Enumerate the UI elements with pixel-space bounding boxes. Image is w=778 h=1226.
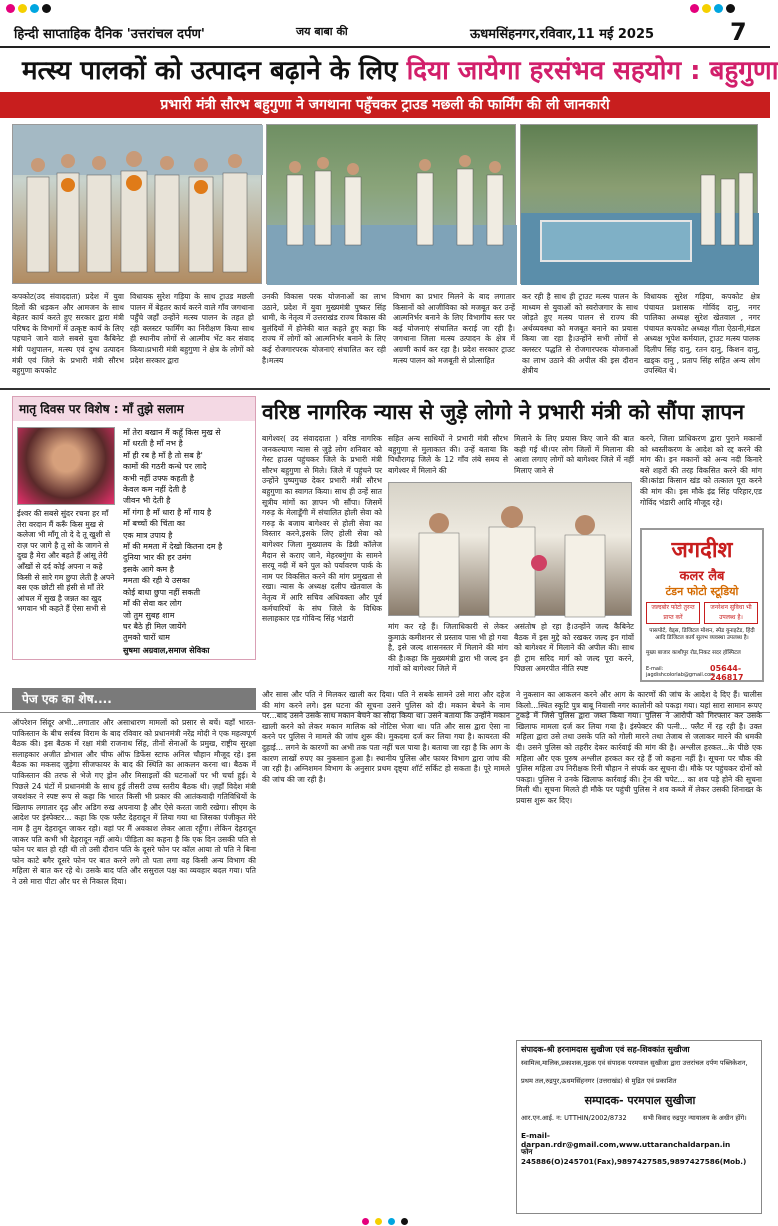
poem-line: एक मात्र उपाय है <box>123 530 173 540</box>
poem-line: जो तुम सुबह शाम <box>123 610 175 620</box>
lead-photo-1 <box>12 124 262 284</box>
lead-headline: मत्स्य पालकों को उत्पादन बढ़ाने के लिए दिया जायेगा हरसंभव सहयोग : बहुगुणा <box>22 56 778 86</box>
lead-col-6: विधायक सुरेश गड़िया, कपकोट क्षेत्र पंचायत प्रशासक गोविंद दानु, नगर पालिका अध्यक्ष सुरेश खेतवाल , नगर पंचायत कपकोट अध्यक्ष गीता ऐठानी,मंडल अध्यक्ष भूपेश कर्मयाल, ट्राउट मत्स्य पालक दिलीप सिंह दानु, रतन दानु, किशन दानु, खड्क दानु , प्रताप सिंह सहित अन्य लोग उपस्थित थे। <box>644 292 760 376</box>
nyas-headline: वरिष्ठ नागरिक न्यास से जुड़े लोगो ने प्रभारी मंत्री को सौंपा ज्ञापन <box>262 400 745 424</box>
masthead <box>0 18 770 48</box>
poem-line: माँ की सेवा कर लोग <box>123 599 182 609</box>
nyas-col-3: मिलाने के लिए प्रयास किए जाने की बात कही गई थी।पर लोग जिलों में मिलाना की आशा लगाए लोगों को बागेश्वर जिले में नहीं मिलाए जाने से <box>514 434 634 475</box>
author-photo <box>17 427 115 505</box>
lead-col-1: कपकोट(उद संवाददाता) प्रदेश में युवा दिलों की धड़कन और आमजन के साथ बेहतर कार्य करते हुए सरकार द्वारा मंत्री परिषद के विभागों में उत्कृष्ट कार्य के लिए पहचाने जाने वाले सबसे युवा कैबिनेट मंत्री पशुपालन, मत्स्य एवं दुग्ध उत्पादन मंत्री एवं जिले के प्रभारी मंत्री सौरभ बहुगुणा कपकोट <box>12 292 124 376</box>
lead-col-3: उनकी विकास परक योजनाओं का लाभ उठाने, प्रदेश में युवा मुख्यमंत्री पुष्कर सिंह धामी, के नेतृत्व में उत्तराखंड राज्य विकास की बुलंदियों में होनेकी बात कहते हुए कहा कि राज्य में लोगों को आत्मनिर्भर बनाने के लिए कई रोजगारपरक योजनाएं संचालित कर रही है।मत्स्य <box>262 292 386 365</box>
poem-line: घर बैठे ही मिल जायेंगे <box>123 621 187 631</box>
page-number: 7 <box>730 18 747 46</box>
nyas-col-2: सहित अन्य साथियों ने प्रभारी मंत्री सौरभ बहुगुणा से मुलाकात की। उन्हें बताया कि पिथौरागढ़ जिले के 12 गाँव लंबे समय से बागेश्वर में मिलाने की <box>388 434 508 475</box>
imprint-notice: सभी विवाद रुद्रपुर न्यायालय के अधीन होंगे। <box>643 1114 747 1122</box>
mothers-day-title: मातृ दिवस पर विशेष : माँ तुझे सलाम <box>13 397 255 421</box>
advert-email: E-mail: jagdishcolorlab@gmail.com <box>646 666 716 678</box>
poem-line: कभी नहीं उफ्फ कहती है <box>123 473 195 483</box>
poem-line: इसके आगे कम है <box>123 564 174 574</box>
masthead-left: हिन्दी साप्ताहिक दैनिक 'उत्तरांचल दर्पण' <box>14 27 205 42</box>
lead-col-5: कर रही है साथ ही ट्राउट मत्स्य पालन के माध्यम से युवाओं को स्वरोजगार के साथ जोड़ते हुए मत्स्य पालन से राज्य की अर्थव्यवस्था को मजबूत बनाने का प्रयास किया जा रहा है।उन्होंने सभी लोगों से क्लस्टर पद्धति से रोजगारपरक योजनाओं का लाभ उठाने की अपील की इस दौरान क्षेत्रीय <box>522 292 638 376</box>
page-one-col-3: ने नुकसान का आकलन करने और आग के कारणों की जांच के आदेश दे दिए हैं। चालीस किलो...स्थित स्कूटि पुत्र बाबू निवासी नगर कालोनी को पकड़ा गया। यहां सारा सामान रूपए टुकड़े में जिसे पुलिस द्वारा जब्त किया गया। पुलिस ने आरोपी को गिरफ्तार कर उसके खिलाफ मामला दर्ज कर लिया गया है। इंस्पेक्टर की पत्नी... फ्लैट में रह रही है। उक्त महिला द्वारा उसे तथा उसके पति को गोली मारने तथा तेजाब से जलाकर मारने की धमकी दी। उसने पुलिस को तहरीर देकर कार्रवाई की मांग की है। अश्लील हरकत...के पीछे एक महिला और एक पुरुष अश्लील हरकत कर रहे हैं जो कहना नहीं है। सूचना पर चौक की पुलिस महिला उप निरीक्षक रिनी चौहान ने संपर्क कर सूचना दी। मौके पर पहुंचकर दोनों को पकड़ा। पुलिस ने उनके खिलाफ कार्रवाई की। ट्रेन की चपेट... का शव पड़े होने की सूचना मिली थी। सूचना मिलते ही मौके पर पहुंची पुलिस ने शव कब्जे में लेकर उसकी शिनाख्त के प्रयास शुरू कर दिए। <box>516 690 762 805</box>
poem-line: दुनिया भार की हर उमंग <box>123 553 192 563</box>
poem-line: माँ बच्चों की चिंता का <box>123 519 185 529</box>
imprint-email: E-mail-darpan.rdr@gmail.com,www.uttaranchaldarpan.in <box>521 1131 731 1149</box>
nyas-lower-left: मांग कर रहे हैं। जिलाधिकारी से लेकर कुमाऊं कमीशनर से प्रस्ताव पास भी हो गया है, इसे जल्द शासनस्तर में मिलाने की मांग की है।कहा कि मुख्यमंत्री द्वारा भी जल्द इन गांवों को बागेश्वर जिले में <box>388 622 508 674</box>
advert-name: जगदीश <box>671 538 733 563</box>
masthead-right: ऊधमसिंहनगर,रविवार,11 मई 2025 <box>470 27 655 42</box>
imprint-editors: संपादक-श्री हरनामदास सुखीजा एवं सह-शिवकांत सुखीजा <box>521 1045 690 1054</box>
imprint-line-2: प्रथम तल,रुद्रपुर,ऊधमसिंहनगर (उत्तराखंड) से मुद्रित एवं प्रकाशित <box>521 1077 677 1085</box>
page-one-title: पेज एक का शेष.... <box>12 688 256 710</box>
poem-line: माँ की ममता में देखो कितना दम है <box>123 542 223 552</box>
poem-line: माँ गंगा है माँ धारा है माँ गाय है <box>123 507 212 517</box>
lead-photo-3 <box>520 124 758 284</box>
nyas-col-4: करने, जिला प्राधिकरण द्वारा पुराने मकानों को ध्वस्तीकरण के आदेश को रद्द करने की मांग की। इन मकानों को अन्य नदी किनारे बसे शहरों की तरह विकसित करने की मांग की।कांडा किसान खंड को तत्काल पूरा करने की मांग की। इस मौके इंद्र सिंह परिहार,एड गोविंद भंडारी आदि मौजूद रहे। <box>640 434 762 507</box>
poem-line: कोई बाधा छुपा नहीं सकती <box>123 587 201 597</box>
jagdish-advert <box>640 528 764 682</box>
imprint-line-1: स्वामित्व,मालिक,प्रकाशक,मुद्रक एवं संपादक परमपाल सुखीजा द्वारा उत्तरांचल दर्पण पब्लिकेशन, <box>521 1059 748 1067</box>
lead-subheadline: प्रभारी मंत्री सौरभ बहुगुणा ने जगथाना पहुँचकर ट्राउड मछली की फार्मिंग की ली जानकारी <box>0 92 770 118</box>
imprint-editor: सम्पादक- परमपाल सुखीजा <box>584 1094 696 1107</box>
lead-col-2: विधायक सुरेश गड़िया के साथ ट्राउड मछली पालन में बेहतर कार्य करने वाले गाँव जगथाना पहुँचे जहाँ उन्होंने मत्स्य पालन के तहत हो रही क्लस्टर फार्मिंग का निरीक्षण किया साथ ही स्थानीय लोगों से आत्मीय भेंट कर संवाद किया।प्रभारी मंत्री बहुगुणा ने क्षेत्र के लोगों को प्रदेश सरकार द्वारा <box>130 292 254 365</box>
advert-chip-1: जल्दबोर फोटो तुरन्त प्राप्त करें <box>646 602 700 624</box>
imprint-box <box>516 1040 762 1214</box>
imprint-regno: आर.एन.आई. न: UTTHIN/2002/8732 <box>521 1114 627 1122</box>
poem-line: माँ ही रब है माँ है तो सब है' <box>123 450 203 460</box>
poem-line: केवल कम नहीं देती है <box>123 485 187 495</box>
advert-subtitle: टंडन फोटो स्टूडियो <box>665 585 739 598</box>
page-one-col-1: ऑपरेशन सिंदूर अभी...लगातार और असाधारण मामलों को प्रसार से बचें। यहाँ भारत-पाकिस्तान के बीच सर्वस्व विराम के बाद रविवार को प्रधानमंत्री नरेंद्र मोदी ने एक महत्वपूर्ण बैठक की। इस बैठक में रक्षा मंत्री राजनाथ सिंह, तीनों सेनाओं के प्रमुख, राष्ट्रीय सुरक्षा सलाहकार अजीत डोभाल और चीफ ऑफ डिफेंस स्टाफ अनिल चौहान मौजूद रहे। इस बैठक का मकसद जुड़ेगा सीजफायर के बाद की स्थिति का आकलन करना था। बैठक में पाकिस्तान की तरफ से भेजे गए ड्रोन और मिसाइलों की घटनाओं पर भी चर्चा हुई। ये पिछले 24 घंटों में प्रधानमंत्री के साथ हुई तीसरी उच्च स्तरीय बैठक थी। ज़हाँ विदेश मंत्री जयशंकर ने स्पष्ट रूप से कहा कि भारत किसी भी प्रकार की आतंकवादी गतिविधियों के खिलाफ लगातार दृढ़ और अडिग रुख अपनाया है और ऐसे करता जारी रखेगा। सीएम के आदेश पर इंस्पेक्टर... कहा कि एक फ्लैट देहरादून में लिया गया था जिसका पंजीकृत मेरे नाम है तुम देहरादून जाकर रहो। वहां पर मैं अवकाश लेकर आता रहूँगा। लेकिन देहरादून जाकर पति कभी भी देहरादून नहीं आये। पीड़िता का कहना है कि एक दिन उसकी पति से फोन पर बात हो रही थी तो उसी दौरान पति के दूसरे फोन पर कॉल आया तो पति ने बिना फोन काटे बगैर दूसरे फोन पर बात करने लगे तो पता लगा वह किसी अन्य विभाग की महिला से बात कर रहे थे। उसके बाद पति और ससुराल पक्ष का व्यवहार बदल गया। पति ने उसे मारा पीटा और घर से निकाल दिया। <box>12 718 256 886</box>
divider <box>0 388 770 390</box>
header-dots-right <box>690 4 735 13</box>
poem-line: तुमको चारों धाम <box>123 633 170 643</box>
mothers-day-left-text: ईश्वर की सबसे सुंदर रचना हर माँ तेरा वरदान मैं करूँ किस मुख से कलेजा भी माँगू तो दे दे तू खुशी से राज़ पर जागे है तू सो के जागने से दुख है मेरा और बहते हैं आंसू तेरी आँखों से दर्द कोई अपना न कहे किसी से सारे गम छुपा लेती है अपने बस एक छोटी सी हंसी से माँ तेरे आंचल में सुख है जन्नत का खुद भगवान भी कहते हैं ऐसा सभी से <box>17 509 115 614</box>
poem-line: कामों की गठरी कन्धे पर लादे <box>123 462 207 472</box>
page-one-col-2: और सास और पति ने मिलकर खाली कर दिया। पति ने सबके सामने उसे मारा और दहेज की मांग करने लगे। इस घटना की सूचना उसने पुलिस को दी। मकान बेचने के नाम पर...बाद उसने उसके साथ मकान बेचने का सौदा किया था। उसने बताया कि उन्होंने मकान खाली करने को लेकर मकान मालिक को नोटिस भेजा था। पति और सास द्वारा ऐसा ना करने पर पुलिस ने मामले की जांच शुरू की। मुकदमा दर्ज कर लिया गया है। कायरता की दुहाई... लगने के कारणों का अभी तक पता नहीं चल पाया है। बताया जा रहा है कि आग के कारण लाखों रुपए का नुकसान हुआ है। स्थानीय पुलिस और फायर विभाग द्वारा जांच की जा रही है। अग्निशमन विभाग के अनुसार प्रथम दृष्ट्या शॉर्ट सर्किट हो सकता है। पूरे मामले की जांच की जा रही है। <box>262 690 510 784</box>
lead-photo-2 <box>266 124 516 284</box>
nyas-col-1: बागेश्वर( उद संवाददाता ) वरिष्ठ नागरिक जनकल्याण न्यास से जुड़े लोग शनिवार को गेस्ट हाउस पहुंचकर जिले के प्रभारी मंत्री सौरभ बहुगुणा से मिले। जिले में पहुंचने पर उन्होंने पुष्पगुच्छ देकर प्रभारी मंत्री सौरभ बहुगुणा का स्वागत किया। साथ ही उन्हें सात सूत्रीय मांगों का ज्ञापन भी सौंपा। जिसमें गरुड़ के मेलाडूँगी में संचालित होली सेवा को गरुड़ के बजाय बागेश्वर से होली सेवा का विस्तार करने,इसके लिए होली सेवा को बागेश्वर जिला मुख्यालय के डिग्री कॉलेज मैदान से कराए जाने, मेहरबगुंगा के सामने सरयू नदी में बने पुल को पर्यावरण पार्क के नाम पर विकसित करने की मांग प्रमुखता से रखा। न्यास के अध्यक्ष दलीप खेतवाल के नेतृत्व में आरि सचिव अधिवक्ता और पूर्व कर्मचारियों के संघ जिले के विधिक सलाहकार एड गोविन्द सिंह भंडारी <box>262 434 382 624</box>
poem-line: माँ धरती है माँ नभ है <box>123 439 183 449</box>
imprint-phone: फोन 245886(O)245701(Fax),9897427585,9897427586(Mob.) <box>521 1147 747 1166</box>
poem-line: जीवन भी देती है <box>123 496 171 506</box>
advert-address: मुख्य बाजार काशीपुर रोड,निकट सदर हॉस्पिटल <box>646 650 741 656</box>
lead-col-4: विभाग का प्रभार मिलने के बाद लगातार किसानों को आजीविका को मजबूत कर उन्हें आत्मनिर्भर बनाने के लिए विभागीय स्तर पर कई योजनाएं संचालित कराई जा रही है।जगथाना जिला मत्स्य उत्पादन के क्षेत्र में अग्रणी कार्य कर रहा है। प्रदेश सरकार ट्राउट मत्स्य पालन को मजबूती से प्रोत्साहित <box>393 292 515 365</box>
advert-tagline: कलर लैब <box>679 569 725 584</box>
poem-line: माँ तेरा बखान मैं कहूँ किस मुख से <box>123 428 221 437</box>
masthead-center: जय बाबा की <box>296 25 348 38</box>
mothers-day-author: सुषमा अग्रवाल,समाज सेविका <box>123 646 210 655</box>
advert-chip-2: जनरेशन सुविधा भी उपलब्ध है। <box>704 602 758 624</box>
footer-register-marks <box>0 1216 770 1226</box>
mothers-day-box <box>12 396 256 660</box>
nyas-lower-mid: असंतोष हो रहा है।उन्होंने जल्द कैबिनेट बैठक में इस मुद्दे को रखकर जल्द इन गांवों को बागेश्वर में मिलाने की अपील की। साथ ही ट्राम सरिद मार्ग को जल्द पूरा करने, पिछला अमरपीत नीति स्पष्ट <box>514 622 634 674</box>
advert-services: पासपोर्ट, वेड्स, डिजिटल मोशन, स्पेड युनाइटेड, हिंदी आदि डिजिटल कार्य सुलभ व्यवस्था उपलब्ध है। <box>649 628 755 641</box>
nyas-photo <box>388 482 632 616</box>
poem-line: ममता की रही ये उसका <box>123 576 190 586</box>
mothers-day-poem <box>123 427 253 644</box>
advert-phone: 05644-246817 <box>710 664 744 682</box>
header-dots-left <box>6 4 51 13</box>
